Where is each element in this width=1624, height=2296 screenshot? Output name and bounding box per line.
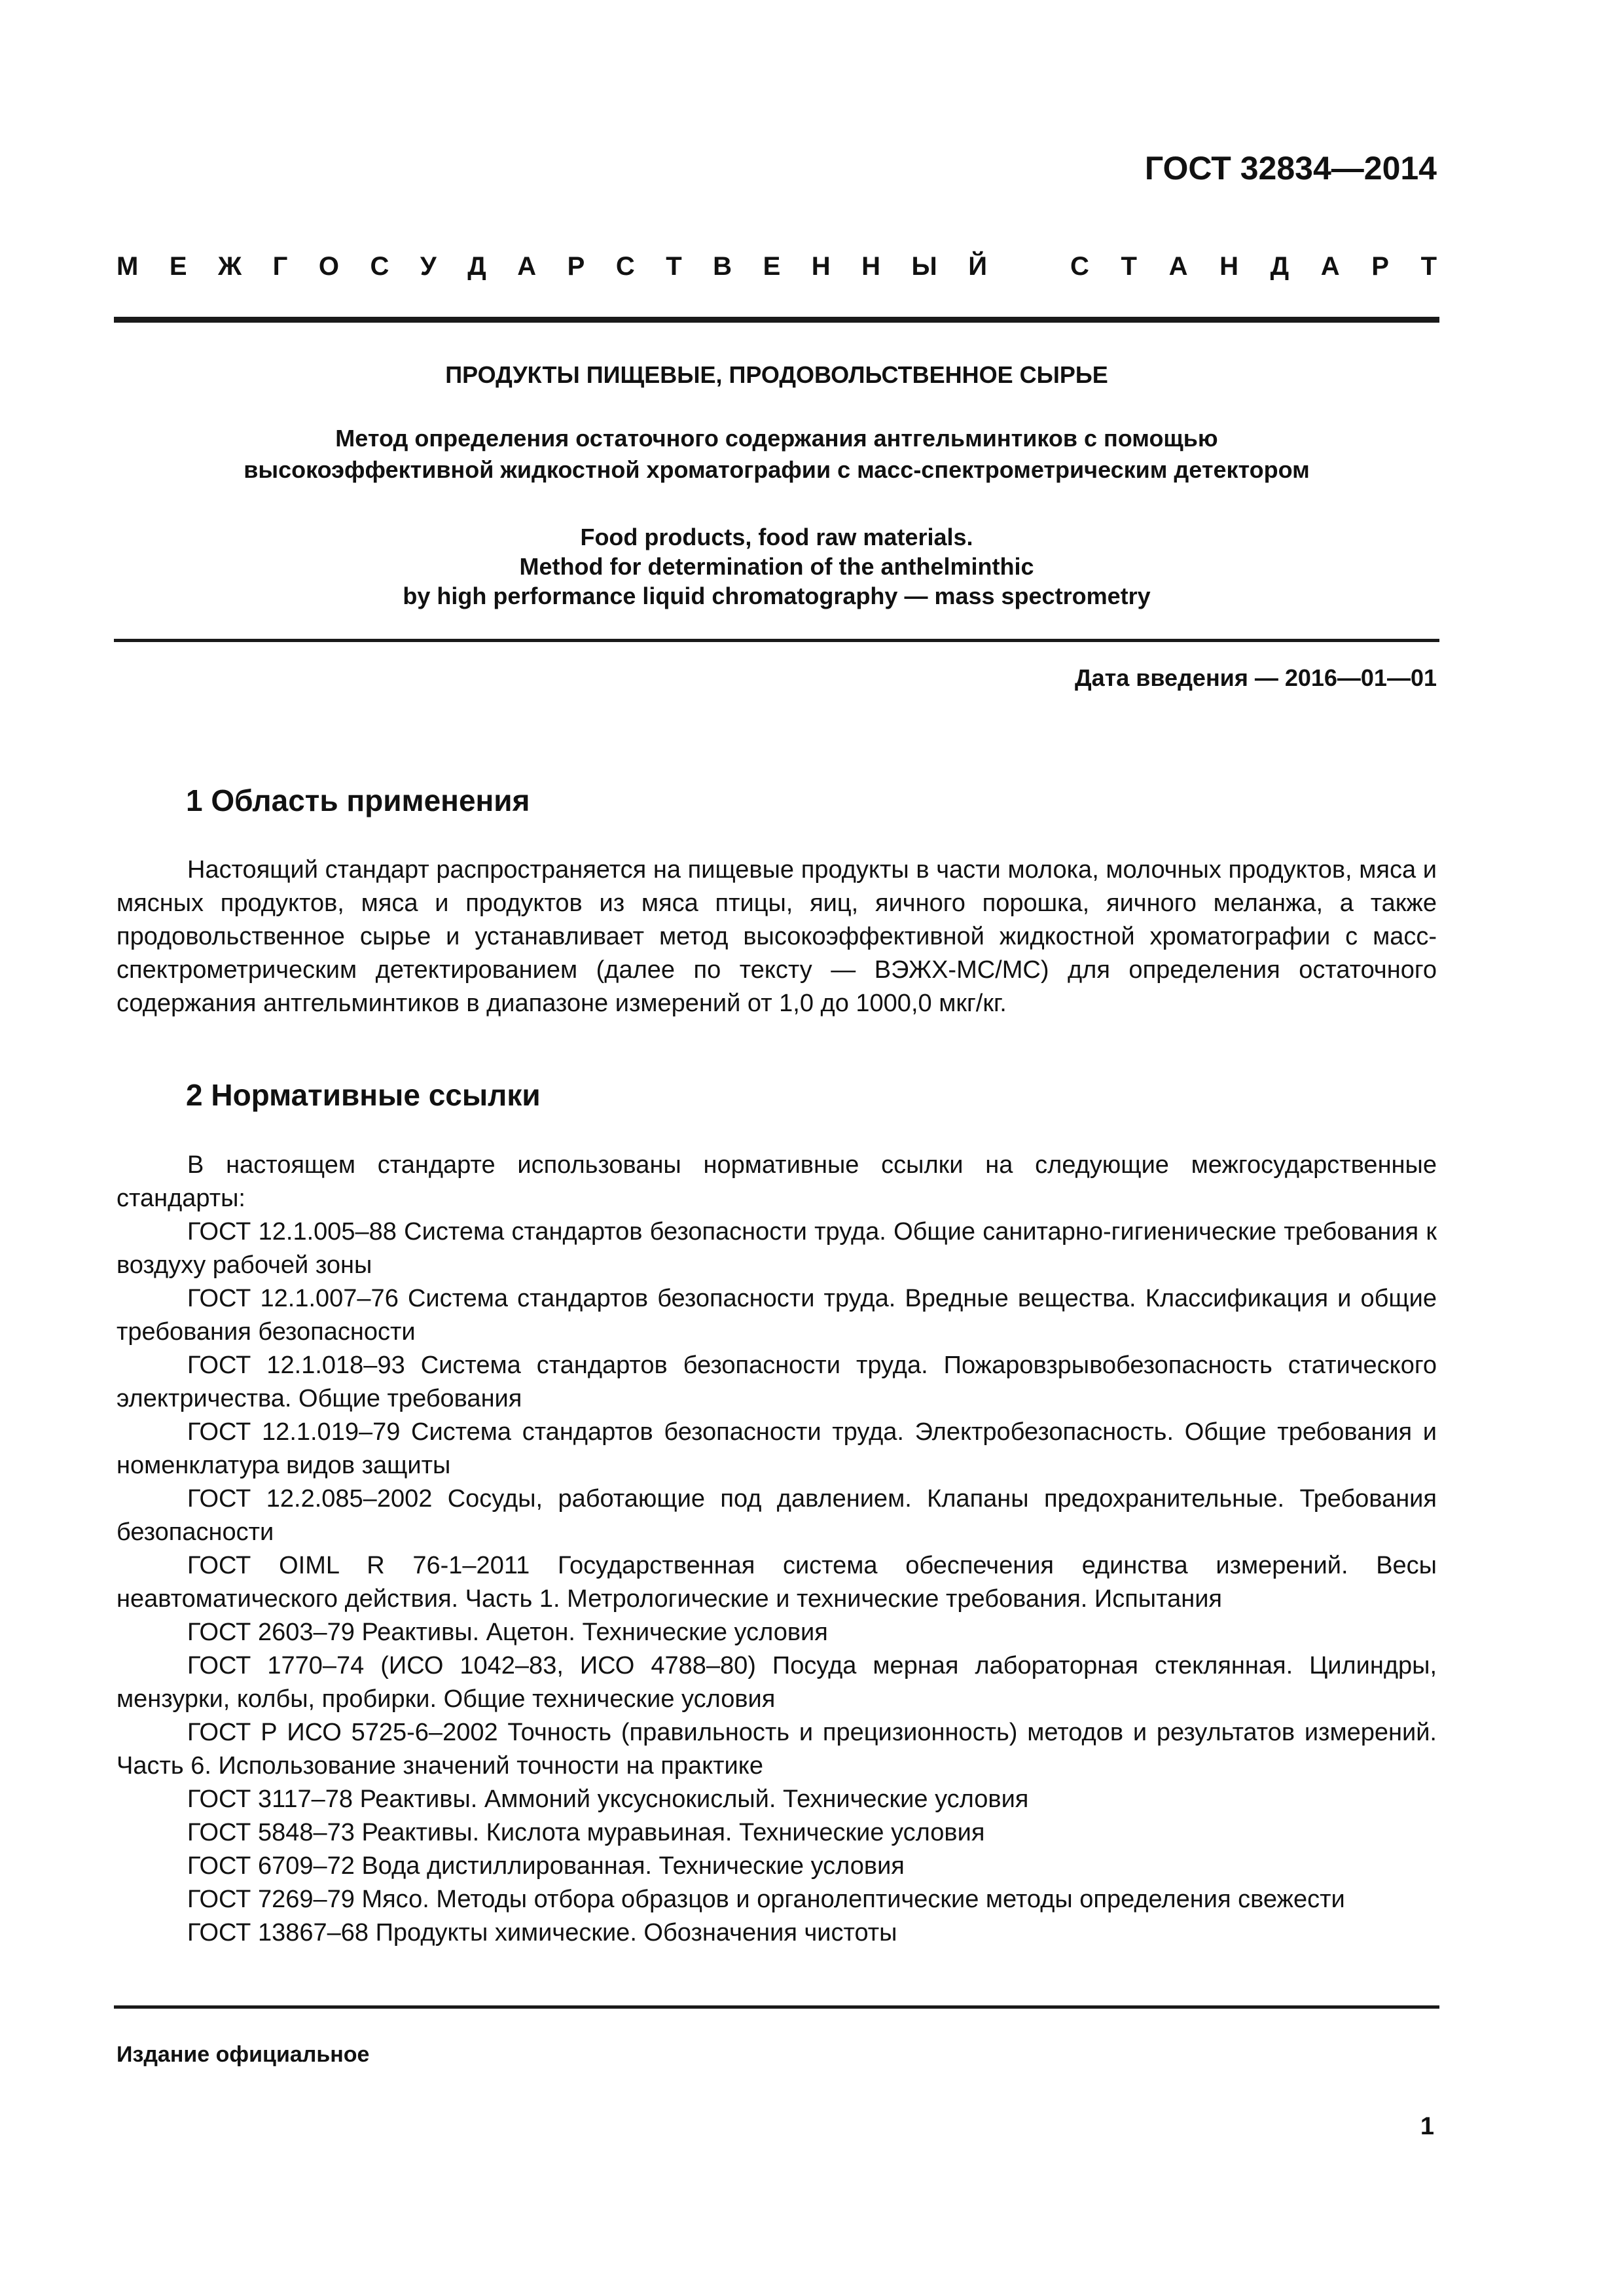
reference-item: ГОСТ 5848–73 Реактивы. Кислота муравьиная. Технические условия — [187, 1819, 985, 1846]
banner-letter: С — [1070, 252, 1089, 281]
reference-item: ГОСТ 12.1.005–88 Система стандартов безопасности труда. Общие санитарно-гигиенические требования к воздуху рабочей зоны — [117, 1218, 1437, 1279]
reference-item: ГОСТ 7269–79 Мясо. Методы отбора образцов и органолептические методы определения свежести — [187, 1886, 1345, 1913]
banner-letter: Ж — [218, 252, 242, 281]
reference-item: ГОСТ OIML R 76-1–2011 Государственная система обеспечения единства измерений. Весы неавтоматического действия. Часть 1. Метрологические и технические требования. Испытания — [117, 1552, 1437, 1613]
reference-item: ГОСТ 2603–79 Реактивы. Ацетон. Технические условия — [187, 1619, 828, 1646]
banner-letter: О — [318, 252, 339, 281]
reference-item: ГОСТ 13867–68 Продукты химические. Обозначения чистоты — [187, 1919, 897, 1946]
paragraph: В настоящем стандарте использованы нормативные ссылки на следующие межгосударственные стандарты: — [117, 1151, 1437, 1212]
footer-rule — [114, 2005, 1439, 2009]
section-2-body — [117, 1149, 1437, 1950]
title-rule — [114, 639, 1439, 642]
subtitle-ru-line: Метод определения остаточного содержания антгельминтиков с помощью — [335, 425, 1218, 452]
banner-letter: Д — [467, 252, 486, 281]
section-2-heading: 2 Нормативные ссылки — [186, 1078, 541, 1112]
page-number: 1 — [1420, 2113, 1434, 2140]
reference-item: ГОСТ 3117–78 Реактивы. Аммоний уксуснокислый. Технические условия — [187, 1785, 1029, 1813]
reference-item: ГОСТ 12.1.018–93 Система стандартов безопасности труда. Пожаровзрывобезопасность статического электричества. Общие требования — [117, 1352, 1437, 1412]
banner-letter: Д — [1270, 252, 1290, 281]
banner-letter: Е — [763, 252, 781, 281]
banner-letter: С — [370, 252, 389, 281]
banner-letter: В — [713, 252, 732, 281]
banner-letter: Т — [666, 252, 682, 281]
section-1-body — [117, 853, 1437, 1020]
reference-item: ГОСТ 6709–72 Вода дистиллированная. Технические условия — [187, 1852, 905, 1880]
gost-number: ГОСТ 32834—2014 — [1144, 150, 1437, 187]
banner-letter: Г — [272, 252, 288, 281]
banner-letter: Й — [968, 252, 987, 281]
document-subtitle-ru — [114, 423, 1439, 486]
banner-letter: Т — [1420, 252, 1437, 281]
banner-letter: А — [517, 252, 537, 281]
subtitle-en-line: Method for determination of the anthelminthic — [519, 553, 1034, 580]
reference-item: ГОСТ 12.1.019–79 Система стандартов безопасности труда. Электробезопасность. Общие требования и номенклатура видов защиты — [117, 1418, 1437, 1479]
reference-item: ГОСТ 1770–74 (ИСО 1042–83, ИСО 4788–80) Посуда мерная лабораторная стеклянная. Цилиндры, мензурки, колбы, пробирки. Общие технические условия — [117, 1652, 1437, 1713]
reference-item: ГОСТ 12.1.007–76 Система стандартов безопасности труда. Вредные вещества. Классификация и общие требования безопасности — [117, 1285, 1437, 1346]
banner-letter: М — [117, 252, 139, 281]
reference-item: ГОСТ Р ИСО 5725-6–2002 Точность (правильность и прецизионность) методов и результатов измерений. Часть 6. Использование значений точности на практике — [117, 1719, 1437, 1780]
banner-letter: С — [615, 252, 635, 281]
banner-letter: Н — [861, 252, 881, 281]
banner-letter: У — [420, 252, 437, 281]
paragraph: Настоящий стандарт распространяется на пищевые продукты в части молока, молочных продуктов, мяса и мясных продуктов, мяса и продуктов из мяса птицы, яиц, яичного порошка, яичного меланжа, а также продовольственное сырье и устанавливает метод высокоэффективной жидкостной хроматографии с масс-спектрометрическим детектированием (далее по тексту — ВЭЖХ-МС/МС) для определения остаточного содержания антгельминтиков в диапазоне измерений от 1,0 до 1000,0 мкг/кг. — [117, 856, 1437, 1017]
standard-word — [1070, 252, 1437, 281]
banner-letter: Р — [567, 252, 585, 281]
interstate-standard-banner — [117, 252, 1437, 281]
header-rule — [114, 317, 1439, 323]
banner-letter: А — [1320, 252, 1340, 281]
interstate-word — [117, 252, 987, 281]
document-title: ПРОДУКТЫ ПИЩЕВЫЕ, ПРОДОВОЛЬСТВЕННОЕ СЫРЬЕ — [445, 361, 1108, 388]
introduction-date: Дата введения — 2016—01—01 — [1074, 664, 1437, 691]
reference-item: ГОСТ 12.2.085–2002 Сосуды, работающие под давлением. Клапаны предохранительные. Требования безопасности — [117, 1485, 1437, 1546]
subtitle-ru-line: высокоэффективной жидкостной хроматографии с масс-спектрометрическим детектором — [244, 456, 1310, 483]
official-edition-label: Издание официальное — [117, 2042, 370, 2067]
banner-letter: А — [1168, 252, 1188, 281]
banner-letter: Ы — [911, 252, 937, 281]
banner-letter: Н — [1219, 252, 1238, 281]
document-subtitle-en — [114, 522, 1439, 611]
subtitle-en-line: Food products, food raw materials. — [580, 524, 973, 550]
banner-letter: Р — [1371, 252, 1389, 281]
section-1-heading: 1 Область применения — [186, 783, 530, 817]
banner-letter: Н — [811, 252, 831, 281]
banner-letter: Е — [169, 252, 187, 281]
subtitle-en-line: by high performance liquid chromatography — mass spectrometry — [403, 583, 1151, 609]
banner-letter: Т — [1121, 252, 1137, 281]
